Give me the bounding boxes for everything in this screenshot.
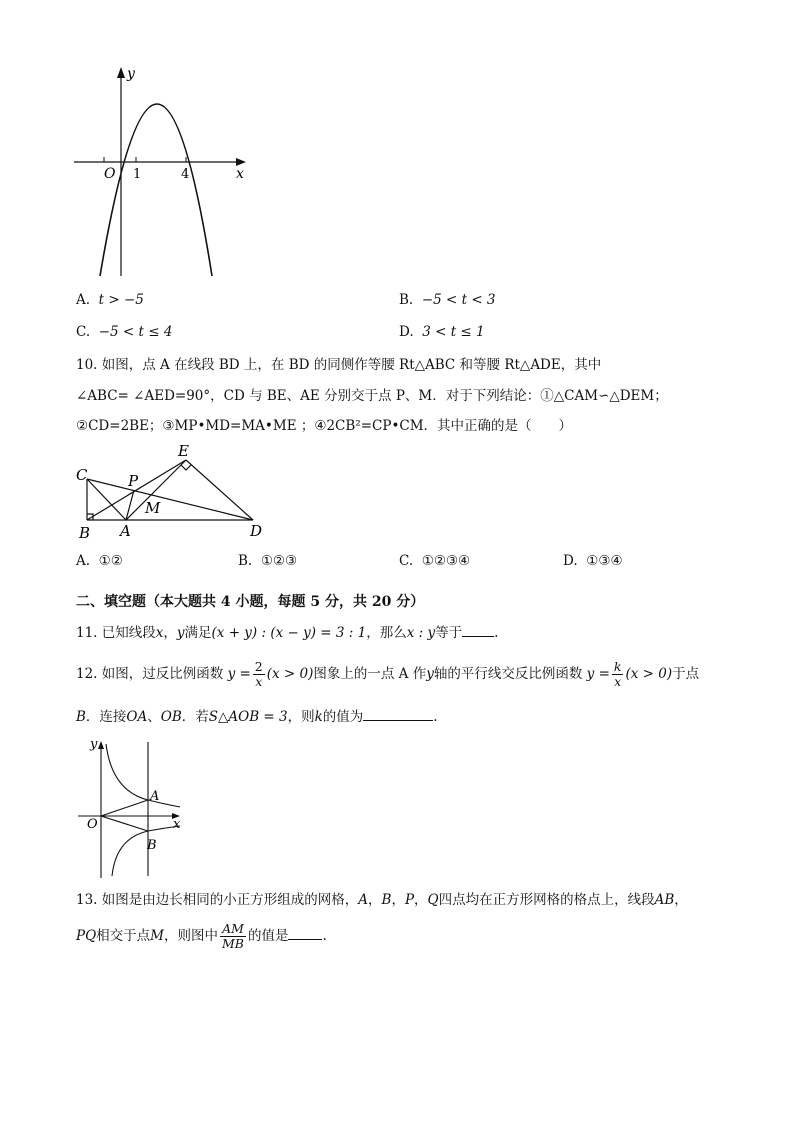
option-label: D. — [399, 324, 414, 340]
q11-ratio: x : y — [406, 625, 436, 641]
point-m: M — [150, 928, 164, 944]
var-k: k — [314, 709, 323, 725]
punct: 、 — [147, 709, 161, 725]
point-c-label: C — [76, 466, 88, 484]
triangle-figure — [70, 440, 270, 545]
y-axis-label: y — [90, 737, 98, 752]
q12-line-1 — [76, 654, 699, 694]
segment-oa: OA — [126, 709, 148, 725]
q12-post: 于点 — [672, 666, 700, 682]
tick-label-1: 1 — [133, 167, 142, 182]
option-text: −5 < t ≤ 4 — [98, 324, 173, 340]
point-e-label: E — [178, 442, 189, 460]
punct: . — [494, 625, 499, 641]
q13-mid: 四点均在正方形网格的格点上，线段 — [438, 892, 655, 908]
punct: ， — [674, 892, 688, 908]
point-b: B — [76, 709, 86, 725]
q10-line-1: 10. 如图，点 A 在线段 BD 上，在 BD 的同侧作等腰 Rt△ABC 和等腰 Rt△ADE，其中 — [76, 357, 602, 373]
text: ．若 — [181, 709, 209, 725]
q10-option-b[interactable] — [238, 553, 297, 569]
q12-line-2 — [76, 706, 438, 727]
q10-option-a[interactable] — [76, 553, 123, 569]
punct: ， — [368, 892, 382, 908]
parabola-figure — [70, 62, 260, 280]
segment-ob: OB — [160, 709, 182, 725]
q10-option-c[interactable] — [399, 553, 470, 569]
section-heading: 二、填空题（本大题共 4 小题，每题 5 分，共 20 分） — [76, 594, 425, 610]
option-label: C. — [399, 553, 414, 569]
q10-line-2: ∠ABC= ∠AED=90°，CD 与 BE、AE 分别交于点 P、M．对于下列结论：①△CAM∽△DEM； — [76, 388, 668, 404]
origin-label: O — [87, 817, 98, 832]
point-a-label: A — [120, 522, 131, 540]
y-axis-label: y — [127, 66, 135, 82]
text: 的值为 — [322, 709, 364, 725]
segment-pq: PQ — [76, 928, 97, 944]
point-d-label: D — [250, 522, 263, 540]
origin-label: O — [104, 166, 116, 182]
punct: . — [433, 709, 438, 725]
point-a: A — [358, 892, 369, 908]
var-y: y — [176, 625, 185, 641]
q9-option-b[interactable] — [399, 292, 496, 308]
area-condition: S△AOB = 3 — [208, 709, 288, 725]
q12-pre: 12. 如图，过反比例函数 — [76, 666, 224, 682]
q13-line-1 — [76, 890, 688, 910]
option-text: ①③④ — [586, 553, 623, 569]
fraction-2-over-x: $\frac{2}{x}$ — [254, 659, 263, 689]
point-b: B — [381, 892, 392, 908]
text: 的值是 — [247, 928, 289, 944]
fraction-k-over-x: $\frac{k}{x}$ — [613, 659, 622, 689]
option-label: B. — [238, 553, 253, 569]
q11-mid: 满足 — [184, 625, 212, 641]
var-x: x — [155, 625, 164, 641]
text: ，则 — [287, 709, 315, 725]
answer-blank[interactable] — [288, 925, 322, 940]
option-label: A. — [76, 292, 91, 308]
text: ，则图中 — [163, 928, 218, 944]
q13-line-2 — [76, 916, 327, 956]
fraction-am-over-mb: $\frac{AM}{MB}$ — [221, 921, 244, 951]
var-y: y — [426, 666, 434, 682]
option-text: ①②③④ — [421, 553, 471, 569]
x-axis-label: x — [236, 166, 244, 182]
text: 相交于点 — [96, 928, 151, 944]
answer-blank[interactable] — [363, 706, 433, 721]
q11-equation: (x + y) : (x − y) = 3 : 1 — [211, 625, 367, 641]
q9-option-a[interactable] — [76, 292, 144, 308]
q12-mid1: 图象上的一点 A 作 — [313, 666, 427, 682]
punct: ， — [391, 892, 405, 908]
q9-option-c[interactable] — [76, 324, 172, 340]
segment-ab: AB — [654, 892, 675, 908]
option-text: ①② — [98, 553, 123, 569]
q11-pre: 11. 已知线段 — [76, 625, 156, 641]
point-q: Q — [427, 892, 439, 908]
q11-text — [76, 622, 498, 643]
option-label: B. — [399, 292, 414, 308]
parabola-curve — [100, 104, 212, 276]
option-text: t > −5 — [98, 292, 144, 308]
formula-condition: (x > 0) — [625, 666, 673, 682]
point-b-label: B — [79, 524, 91, 542]
text: ．连接 — [85, 709, 127, 725]
option-label: C. — [76, 324, 91, 340]
option-text: −5 < t < 3 — [421, 292, 496, 308]
hyperbola-figure — [76, 736, 188, 880]
option-text: 3 < t ≤ 1 — [422, 324, 485, 340]
point-b-label: B — [147, 838, 157, 853]
option-label: A. — [76, 553, 91, 569]
q10-line-3: ②CD=2BE；③MP•MD=MA•ME ；④2CB²=CP•CM．其中正确的是（ ） — [76, 418, 573, 434]
point-a-label: A — [150, 789, 160, 804]
formula-condition: (x > 0) — [266, 666, 314, 682]
option-text: ①②③ — [260, 553, 298, 569]
punct: ， — [414, 892, 428, 908]
formula-lhs: y = — [227, 666, 251, 682]
q10-option-d[interactable] — [563, 553, 623, 569]
q9-option-d[interactable] — [399, 324, 485, 340]
point-m-label: M — [145, 499, 161, 517]
formula-lhs: y = — [586, 666, 610, 682]
q11-post: 等于 — [435, 625, 463, 641]
x-axis-label: x — [173, 817, 181, 832]
option-label: D. — [563, 553, 578, 569]
q13-pre: 13. 如图是由边长相同的小正方形组成的网格， — [76, 892, 359, 908]
point-p: P — [404, 892, 415, 908]
point-p-label: P — [128, 472, 139, 490]
tick-label-4: 4 — [181, 167, 190, 182]
q11-then: ，那么 — [366, 625, 407, 641]
punct: . — [322, 928, 327, 944]
q12-mid2: 轴的平行线交反比例函数 — [433, 666, 583, 682]
answer-blank[interactable] — [462, 622, 494, 637]
punct: ， — [163, 625, 177, 641]
